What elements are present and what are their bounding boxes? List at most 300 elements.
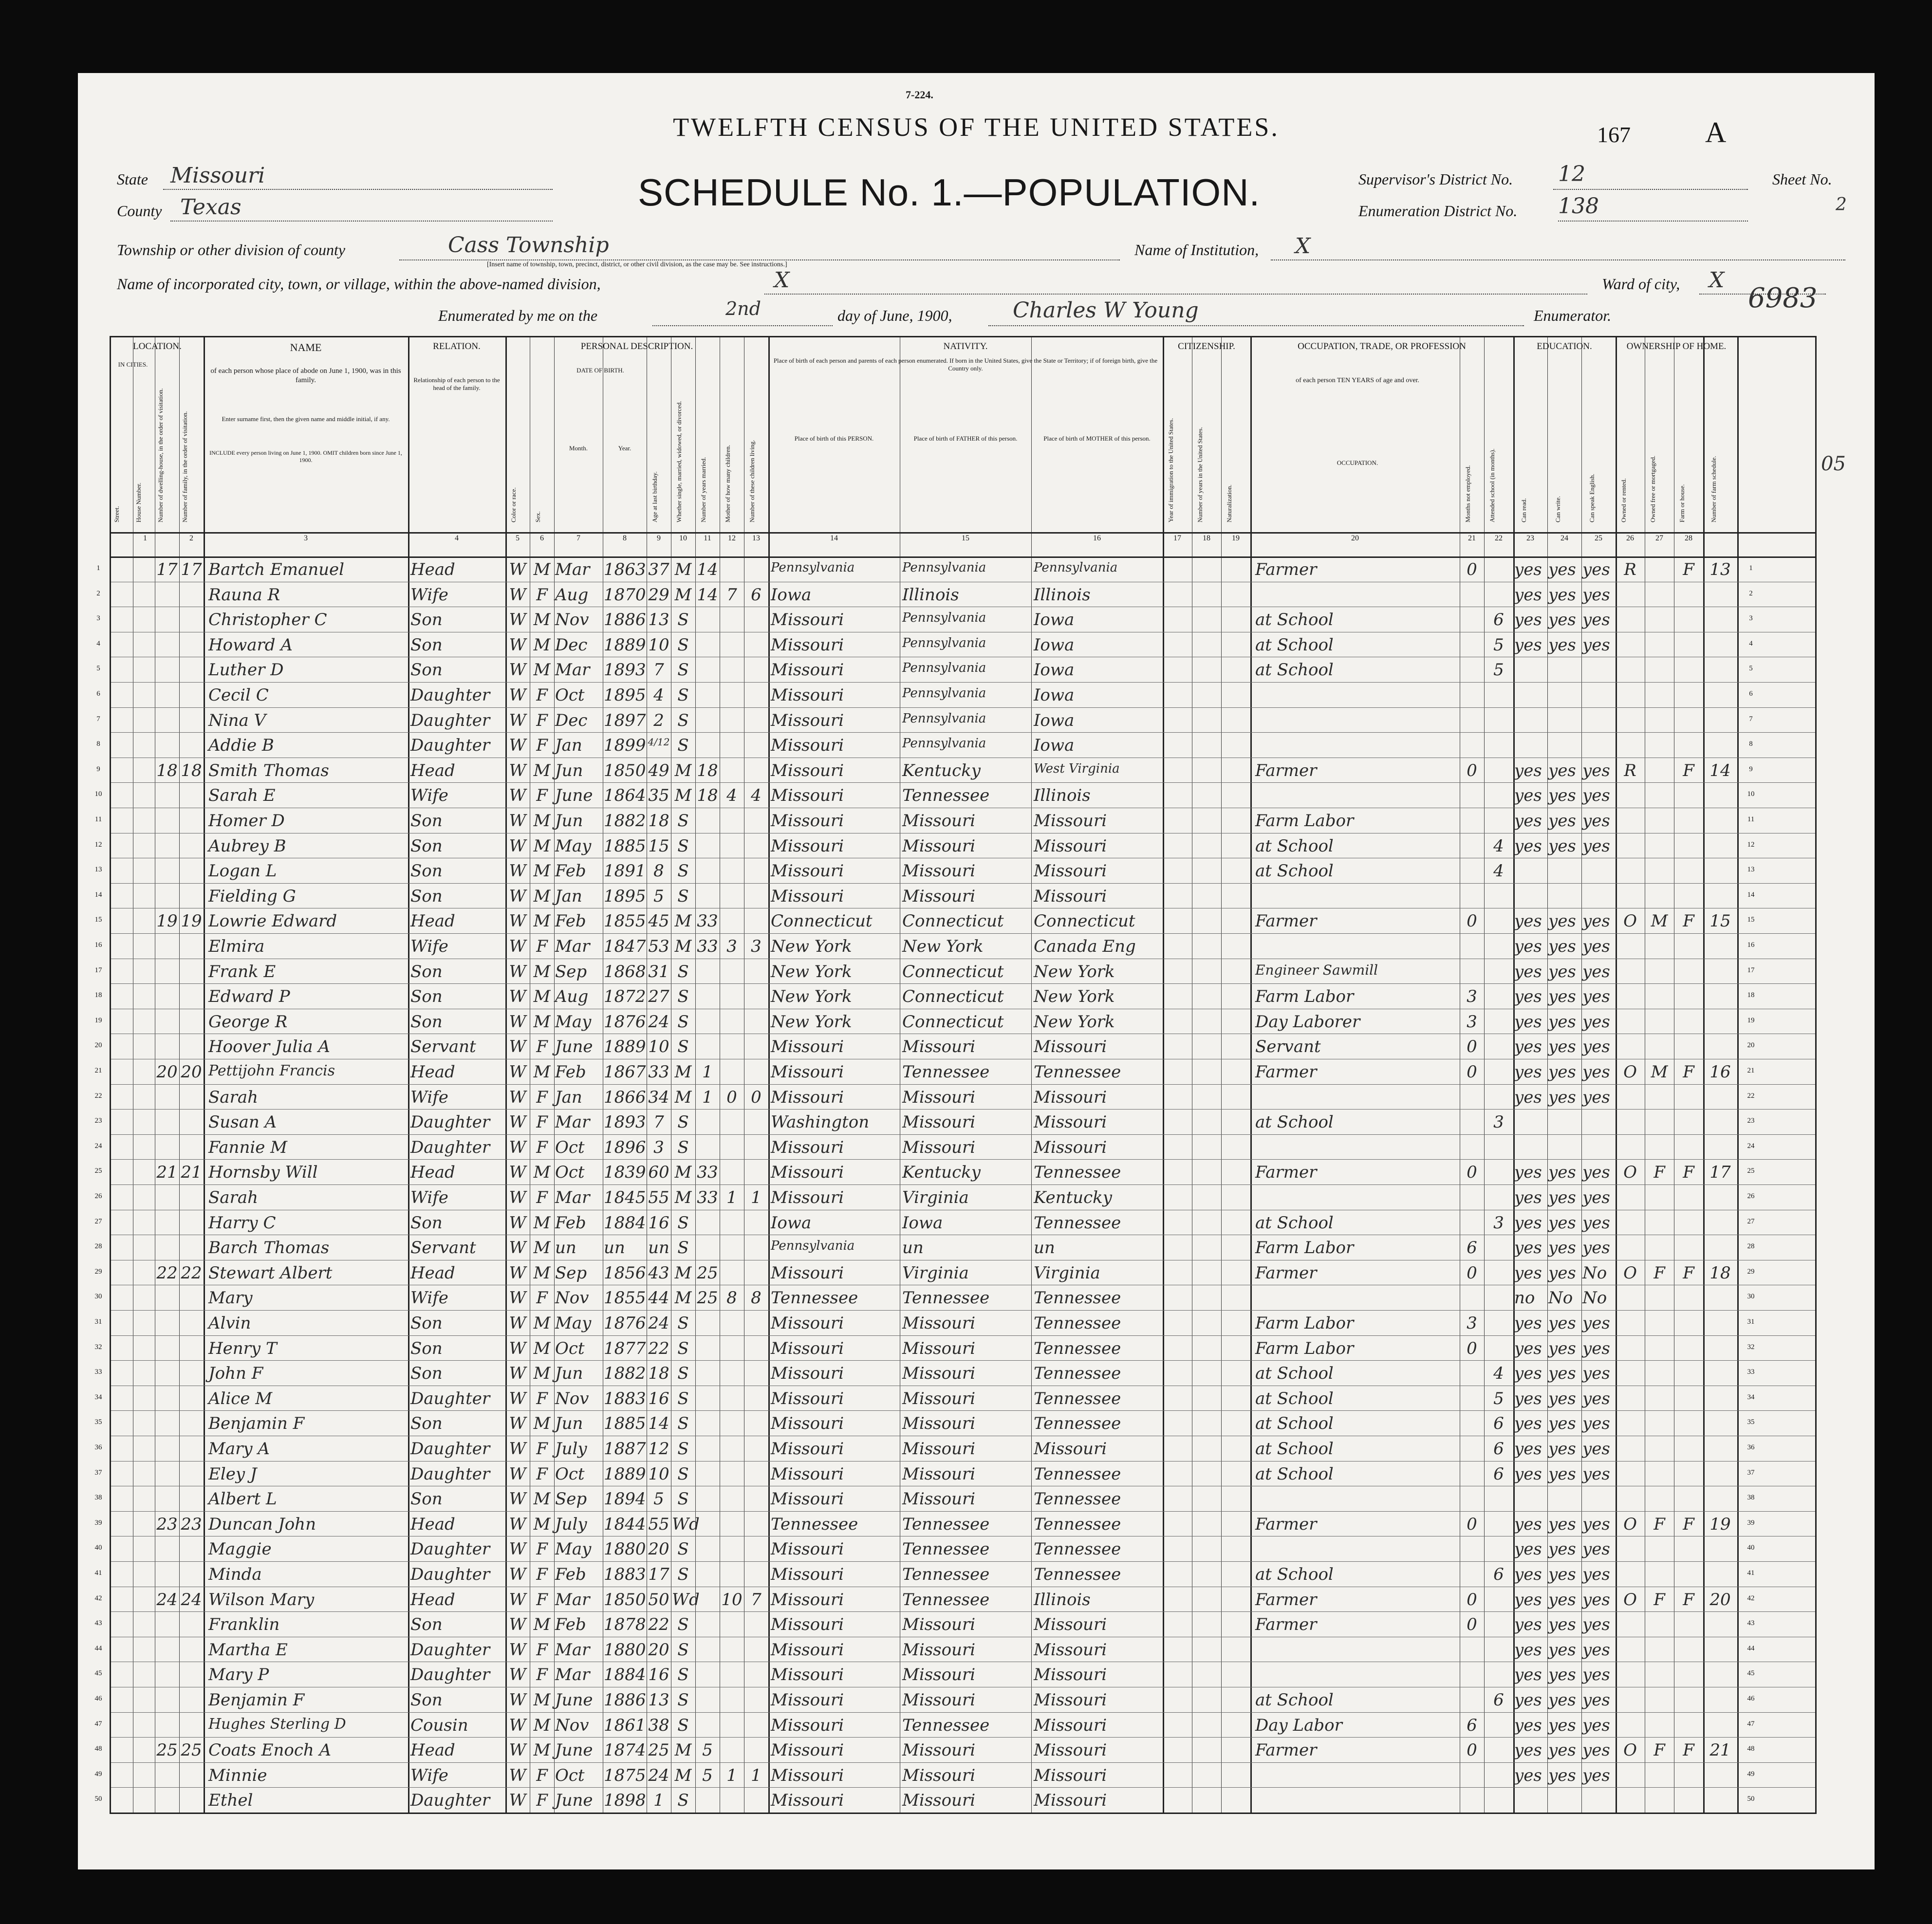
row-number-left: 47 — [94, 1720, 102, 1728]
cell-name: Mary P — [208, 1665, 269, 1685]
cell-bm: Missouri — [1034, 1791, 1107, 1811]
cell-color: W — [509, 1238, 526, 1258]
cell-sex: F — [536, 1539, 548, 1559]
group-header-relation: RELATION. — [433, 341, 481, 352]
cell-month: Dec — [555, 635, 588, 655]
enumerated-day: 2nd — [725, 298, 761, 319]
cell-month: Oct — [555, 685, 585, 705]
cell-rel: Son — [410, 660, 443, 680]
cell-color: W — [509, 1137, 526, 1157]
cell-speak: yes — [1582, 1213, 1610, 1233]
cell-color: W — [509, 1012, 526, 1032]
cell-write: yes — [1548, 1388, 1576, 1408]
row-divider — [111, 782, 1815, 783]
cell-occ: Farmer — [1255, 1615, 1317, 1635]
cell-rel: Cousin — [410, 1715, 468, 1735]
cell-bm: Missouri — [1034, 1037, 1107, 1057]
cell-bm: Missouri — [1034, 1740, 1107, 1760]
cell-bm: Missouri — [1034, 811, 1107, 831]
stamp-number: 6983 — [1748, 282, 1818, 314]
header-divider — [111, 556, 1815, 558]
cell-age: 34 — [648, 1087, 669, 1107]
cell-bf: Kentucky — [902, 1163, 981, 1183]
cell-bm: Missouri — [1034, 1615, 1107, 1635]
cell-bf: Pennsylvania — [902, 560, 986, 575]
row-number-right: 17 — [1747, 966, 1755, 974]
cell-bp: Missouri — [771, 1640, 844, 1660]
cell-month: Mar — [555, 1112, 590, 1132]
cell-dw: 25 — [156, 1740, 178, 1760]
cell-read: yes — [1514, 1464, 1542, 1484]
cell-color: W — [509, 1565, 526, 1584]
cell-sex: F — [536, 1112, 548, 1132]
cell-color: W — [509, 1539, 526, 1559]
cell-bf: Connecticut — [902, 911, 1004, 931]
cell-sex: M — [533, 1715, 551, 1735]
cell-ym: 1 — [702, 1087, 713, 1107]
cell-month: Feb — [555, 1062, 586, 1082]
enumerator-name: Charles W Young — [1013, 298, 1199, 323]
row-number-right: 43 — [1747, 1619, 1755, 1628]
cell-color: W — [509, 1791, 526, 1811]
occupation-header: OCCUPATION. — [1337, 459, 1378, 466]
cell-read: yes — [1514, 962, 1542, 981]
cell-month: Mar — [555, 937, 590, 956]
cell-year: 1884 — [604, 1213, 646, 1233]
cell-cl: 4 — [751, 786, 762, 806]
cell-dw: 23 — [156, 1514, 178, 1534]
cell-age: 5 — [653, 886, 664, 906]
institution-label: Name of Institution, — [1134, 241, 1259, 259]
cell-bm: Missouri — [1034, 1765, 1107, 1785]
cell-farm: F — [1683, 1163, 1694, 1183]
cell-name: Alvin — [208, 1314, 251, 1333]
cell-bp: Missouri — [771, 1489, 844, 1509]
cell-rel: Son — [410, 610, 443, 630]
row-number-right: 49 — [1747, 1770, 1755, 1778]
cell-bf: Missouri — [902, 1112, 976, 1132]
cell-bf: Missouri — [902, 1740, 976, 1760]
cell-occ: Farmer — [1255, 911, 1317, 931]
cell-age: 7 — [653, 660, 664, 680]
cell-fam: 20 — [181, 1062, 202, 1082]
cell-name: Bartch Emanuel — [208, 560, 345, 579]
row-number-left: 23 — [94, 1117, 102, 1125]
cell-color: W — [509, 1590, 526, 1610]
cell-bp: Missouri — [771, 1539, 844, 1559]
cell-age: 31 — [648, 962, 669, 981]
cell-mar: S — [677, 987, 689, 1007]
row-number-left: 36 — [94, 1443, 102, 1451]
cell-speak: yes — [1582, 610, 1610, 630]
cell-bm: Missouri — [1034, 1137, 1107, 1157]
cell-age: 12 — [648, 1439, 669, 1459]
cell-mar: M — [674, 911, 692, 931]
column-header-color: Color or race. — [510, 487, 517, 522]
cell-age: 33 — [648, 1062, 669, 1082]
cell-mar: M — [674, 1288, 692, 1308]
cell-rel: Daughter — [410, 1791, 490, 1811]
cell-att: 5 — [1493, 1388, 1504, 1408]
cell-write: yes — [1548, 1364, 1576, 1384]
cell-sex: F — [536, 585, 548, 605]
cell-name: Minda — [208, 1565, 262, 1584]
cell-fs: 18 — [1709, 1263, 1731, 1283]
cell-age: 4/12 — [648, 736, 670, 748]
cell-year: 1861 — [604, 1715, 646, 1735]
cell-bf: Connecticut — [902, 1012, 1004, 1032]
column-number: 15 — [962, 534, 969, 542]
cell-read: yes — [1514, 1514, 1542, 1534]
cell-name: Elmira — [208, 937, 265, 956]
cell-moc: 10 — [721, 1590, 743, 1610]
cell-year: un — [604, 1238, 625, 1258]
state-value: Missouri — [170, 163, 265, 188]
cell-bp: Missouri — [771, 1565, 844, 1584]
cell-rel: Daughter — [410, 736, 490, 756]
cell-color: W — [509, 710, 526, 730]
cell-bp: Missouri — [771, 786, 844, 806]
cell-moc: 7 — [726, 585, 737, 605]
cell-bf: Pennsylvania — [902, 686, 986, 701]
cell-sex: F — [536, 1388, 548, 1408]
cell-speak: yes — [1582, 1690, 1610, 1710]
cell-mar: S — [677, 1439, 689, 1459]
cell-month: Feb — [555, 1565, 586, 1584]
cell-bf: Missouri — [902, 1690, 976, 1710]
column-header-dwelling: Number of dwelling-house, in the order of visitation. — [157, 388, 164, 522]
cell-age: 35 — [648, 786, 669, 806]
cell-year: 1889 — [604, 1037, 646, 1057]
cell-name: Albert L — [208, 1489, 277, 1509]
cell-bp: Missouri — [771, 1314, 844, 1333]
cell-color: W — [509, 1263, 526, 1283]
cell-bm: Tennessee — [1034, 1489, 1121, 1509]
cell-write: yes — [1548, 1740, 1576, 1760]
row-number-left: 6 — [96, 690, 100, 698]
row-number-left: 48 — [94, 1745, 102, 1753]
cell-sex: M — [533, 1338, 551, 1358]
cell-speak: yes — [1582, 911, 1610, 931]
cell-name: Wilson Mary — [208, 1590, 315, 1610]
cell-own: O — [1623, 911, 1637, 931]
column-number: 26 — [1626, 534, 1634, 542]
cell-mu: 0 — [1467, 560, 1477, 579]
cell-rel: Daughter — [410, 1137, 490, 1157]
cell-rel: Son — [410, 1690, 443, 1710]
cell-rel: Son — [410, 1489, 443, 1509]
row-number-right: 50 — [1747, 1795, 1755, 1803]
cell-write: yes — [1548, 1087, 1576, 1107]
row-divider — [111, 1712, 1815, 1713]
cell-mar: M — [674, 1087, 692, 1107]
cell-sex: M — [533, 861, 551, 881]
cell-write: yes — [1548, 1590, 1576, 1610]
row-number-right: 39 — [1747, 1518, 1755, 1527]
column-divider — [1547, 337, 1548, 1813]
cell-rel: Son — [410, 1414, 443, 1434]
sheet-label: Sheet No. — [1772, 170, 1832, 188]
margin-note: 05 — [1821, 453, 1846, 475]
cell-bm: Missouri — [1034, 1439, 1107, 1459]
cell-occ: Day Laborer — [1255, 1012, 1360, 1032]
cell-sex: F — [536, 1288, 548, 1308]
cell-rel: Son — [410, 811, 443, 831]
cell-speak: yes — [1582, 1640, 1610, 1660]
cell-bp: Missouri — [771, 1590, 844, 1610]
cell-own: O — [1623, 1514, 1637, 1534]
column-number: 25 — [1595, 534, 1602, 542]
cell-rel: Head — [410, 1740, 455, 1760]
cell-age: 38 — [648, 1715, 669, 1735]
cell-free: F — [1653, 1163, 1665, 1183]
row-number-left: 18 — [94, 991, 102, 999]
cell-sex: M — [533, 1314, 551, 1333]
name-description: of each person whose place of abode on June 1, 1900, was in this family. — [210, 367, 401, 384]
cell-sex: M — [533, 962, 551, 981]
row-number-right: 4 — [1749, 639, 1753, 648]
cell-sex: M — [533, 1489, 551, 1509]
cell-mu: 0 — [1467, 1338, 1477, 1358]
cell-write: yes — [1548, 1188, 1576, 1207]
cell-mu: 0 — [1467, 1163, 1477, 1183]
cell-occ: at School — [1255, 1112, 1334, 1132]
cell-moc: 3 — [726, 937, 737, 956]
cell-read: yes — [1514, 1640, 1542, 1660]
cell-age: 7 — [653, 1112, 664, 1132]
column-header-immigration: Year of immigration to the United States. — [1167, 418, 1174, 522]
row-number-left: 38 — [94, 1494, 102, 1502]
cell-mar: M — [674, 1188, 692, 1207]
cell-own: O — [1623, 1263, 1637, 1283]
cell-bp: Missouri — [771, 635, 844, 655]
birth-father-header: Place of birth of FATHER of this person. — [913, 435, 1018, 442]
row-number-left: 15 — [94, 916, 102, 924]
cell-bm: Illinois — [1034, 585, 1091, 605]
row-number-left: 11 — [94, 815, 102, 823]
cell-occ: Farm Labor — [1255, 987, 1354, 1007]
cell-read: yes — [1514, 1665, 1542, 1685]
cell-read: yes — [1514, 1715, 1542, 1735]
cell-read: yes — [1514, 1414, 1542, 1434]
cell-ym: 14 — [697, 560, 718, 579]
cell-bm: Iowa — [1034, 710, 1075, 730]
cell-dw: 22 — [156, 1263, 178, 1283]
cell-bm: Tennessee — [1034, 1163, 1121, 1183]
cell-bf: Tennessee — [902, 1539, 990, 1559]
cell-rel: Wife — [410, 1765, 448, 1785]
cell-bm: Missouri — [1034, 1112, 1107, 1132]
cell-read: yes — [1514, 1539, 1542, 1559]
cell-age: 60 — [648, 1163, 669, 1183]
cell-bf: Missouri — [902, 1765, 976, 1785]
cell-read: no — [1514, 1288, 1535, 1308]
cell-fs: 17 — [1709, 1163, 1731, 1183]
row-number-right: 13 — [1747, 866, 1755, 874]
column-divider — [554, 337, 555, 1813]
column-header-street: Street. — [113, 506, 120, 522]
cell-occ: Farmer — [1255, 760, 1317, 780]
cell-speak: yes — [1582, 811, 1610, 831]
cell-bp: Missouri — [771, 736, 844, 756]
cell-bp: Connecticut — [771, 911, 873, 931]
cell-bm: Tennessee — [1034, 1414, 1121, 1434]
cell-year: 1884 — [604, 1665, 646, 1685]
row-number-right: 35 — [1747, 1418, 1755, 1426]
cell-age: 50 — [648, 1590, 669, 1610]
row-divider — [111, 933, 1815, 934]
column-number: 3 — [304, 534, 308, 542]
cell-age: 20 — [648, 1640, 669, 1660]
column-number: 17 — [1173, 534, 1181, 542]
cell-month: Sep — [555, 1489, 587, 1509]
cell-mar: S — [677, 811, 689, 831]
cell-year: 1880 — [604, 1640, 646, 1660]
cell-speak: yes — [1582, 1715, 1610, 1735]
column-header-owned-free: Owned free or mortgaged. — [1649, 455, 1656, 522]
cell-speak: yes — [1582, 987, 1610, 1007]
ward-label: Ward of city, — [1602, 275, 1680, 293]
column-divider — [1163, 337, 1164, 1813]
cell-color: W — [509, 886, 526, 906]
cell-mar: S — [677, 1715, 689, 1735]
cell-rel: Wife — [410, 786, 448, 806]
cell-name: Eley J — [208, 1464, 257, 1484]
cell-read: yes — [1514, 1615, 1542, 1635]
column-header-children-living: Number of these children living. — [748, 440, 756, 522]
cell-att: 5 — [1493, 660, 1504, 680]
column-divider — [204, 337, 205, 1813]
enumeration-value: 138 — [1558, 194, 1599, 219]
cell-occ: at School — [1255, 1364, 1334, 1384]
cell-age: 55 — [648, 1188, 669, 1207]
cell-bp: Missouri — [771, 1137, 844, 1157]
cell-rel: Head — [410, 1590, 455, 1610]
cell-write: yes — [1548, 1565, 1576, 1584]
cell-write: yes — [1548, 1439, 1576, 1459]
cell-month: Aug — [555, 585, 589, 605]
cell-month: May — [555, 1314, 592, 1333]
cell-rel: Son — [410, 1213, 443, 1233]
cell-year: 1875 — [604, 1765, 646, 1785]
cell-name: Minnie — [208, 1765, 267, 1785]
cell-month: Sep — [555, 962, 587, 981]
cell-write: yes — [1548, 836, 1576, 856]
row-number-left: 37 — [94, 1468, 102, 1477]
cell-bf: Tennessee — [902, 1715, 990, 1735]
cell-mar: S — [677, 1388, 689, 1408]
cell-rel: Daughter — [410, 685, 490, 705]
cell-att: 5 — [1493, 635, 1504, 655]
cell-write: yes — [1548, 760, 1576, 780]
cell-bm: Missouri — [1034, 1640, 1107, 1660]
cell-name: Howard A — [208, 635, 293, 655]
cell-read: yes — [1514, 1163, 1542, 1183]
column-number: 18 — [1203, 534, 1210, 542]
cell-bm: Tennessee — [1034, 1565, 1121, 1584]
cell-bf: Missouri — [902, 1137, 976, 1157]
cell-occ: at School — [1255, 660, 1334, 680]
year-header: Year. — [618, 444, 632, 452]
cell-bm: Tennessee — [1034, 1464, 1121, 1484]
cell-color: W — [509, 1288, 526, 1308]
cell-name: Maggie — [208, 1539, 272, 1559]
row-divider — [111, 1611, 1815, 1612]
row-number-left: 1 — [96, 564, 100, 572]
cell-mu: 0 — [1467, 1590, 1477, 1610]
cell-month: Sep — [555, 1263, 587, 1283]
cell-rel: Daughter — [410, 1112, 490, 1132]
row-number-right: 8 — [1749, 740, 1753, 748]
row-number-left: 19 — [94, 1016, 102, 1024]
cell-color: W — [509, 1062, 526, 1082]
row-number-left: 41 — [94, 1569, 102, 1577]
cell-mar: S — [677, 1539, 689, 1559]
cell-bp: Missouri — [771, 610, 844, 630]
cell-moc: 1 — [726, 1765, 737, 1785]
cell-dw: 24 — [156, 1590, 178, 1610]
cell-sex: M — [533, 635, 551, 655]
cell-mar: M — [674, 1263, 692, 1283]
cell-occ: Engineer Sawmill — [1255, 962, 1378, 978]
cell-farm: F — [1683, 760, 1694, 780]
cell-occ: Farmer — [1255, 1590, 1317, 1610]
cell-write: yes — [1548, 811, 1576, 831]
cell-farm: F — [1683, 1740, 1694, 1760]
column-divider — [1250, 337, 1252, 1813]
nativity-description: Place of birth of each person and parents of each person enumerated. If born in the United States, give the State or Territory; if of foreign birth, give the Country only. — [773, 357, 1158, 372]
cell-mu: 0 — [1467, 1740, 1477, 1760]
cell-bm: Missouri — [1034, 1665, 1107, 1685]
cell-bf: Virginia — [902, 1263, 969, 1283]
cell-mu: 0 — [1467, 1263, 1477, 1283]
column-divider — [408, 337, 409, 1813]
cell-sex: F — [536, 786, 548, 806]
cell-rel: Daughter — [410, 1665, 490, 1685]
cell-write: yes — [1548, 1238, 1576, 1258]
cell-write: yes — [1548, 1163, 1576, 1183]
cell-own: O — [1623, 1590, 1637, 1610]
cell-bp: Missouri — [771, 1188, 844, 1207]
cell-name: Christopher C — [208, 610, 327, 630]
row-number-right: 14 — [1747, 890, 1755, 899]
cell-bf: Connecticut — [902, 962, 1004, 981]
cell-speak: yes — [1582, 1012, 1610, 1032]
cell-month: Mar — [555, 1590, 590, 1610]
cell-bm: Missouri — [1034, 1087, 1107, 1107]
column-divider — [1484, 337, 1485, 1813]
cell-mu: 3 — [1467, 1314, 1477, 1333]
cell-year: 1893 — [604, 660, 646, 680]
cell-mar: S — [677, 836, 689, 856]
column-number: 5 — [516, 534, 520, 542]
cell-cl: 8 — [751, 1288, 762, 1308]
cell-farm: F — [1683, 911, 1694, 931]
cell-bp: Tennessee — [771, 1514, 858, 1534]
cell-sex: M — [533, 1364, 551, 1384]
row-number-right: 12 — [1747, 840, 1755, 849]
cell-free: F — [1653, 1514, 1665, 1534]
cell-month: July — [555, 1439, 587, 1459]
cell-write: yes — [1548, 1765, 1576, 1785]
row-number-left: 4 — [96, 639, 100, 648]
row-number-left: 33 — [94, 1368, 102, 1376]
cell-month: Feb — [555, 1213, 586, 1233]
county-label: County — [117, 202, 162, 220]
column-number: 13 — [752, 534, 760, 542]
row-number-right: 37 — [1747, 1468, 1755, 1477]
cell-month: Mar — [555, 1665, 590, 1685]
